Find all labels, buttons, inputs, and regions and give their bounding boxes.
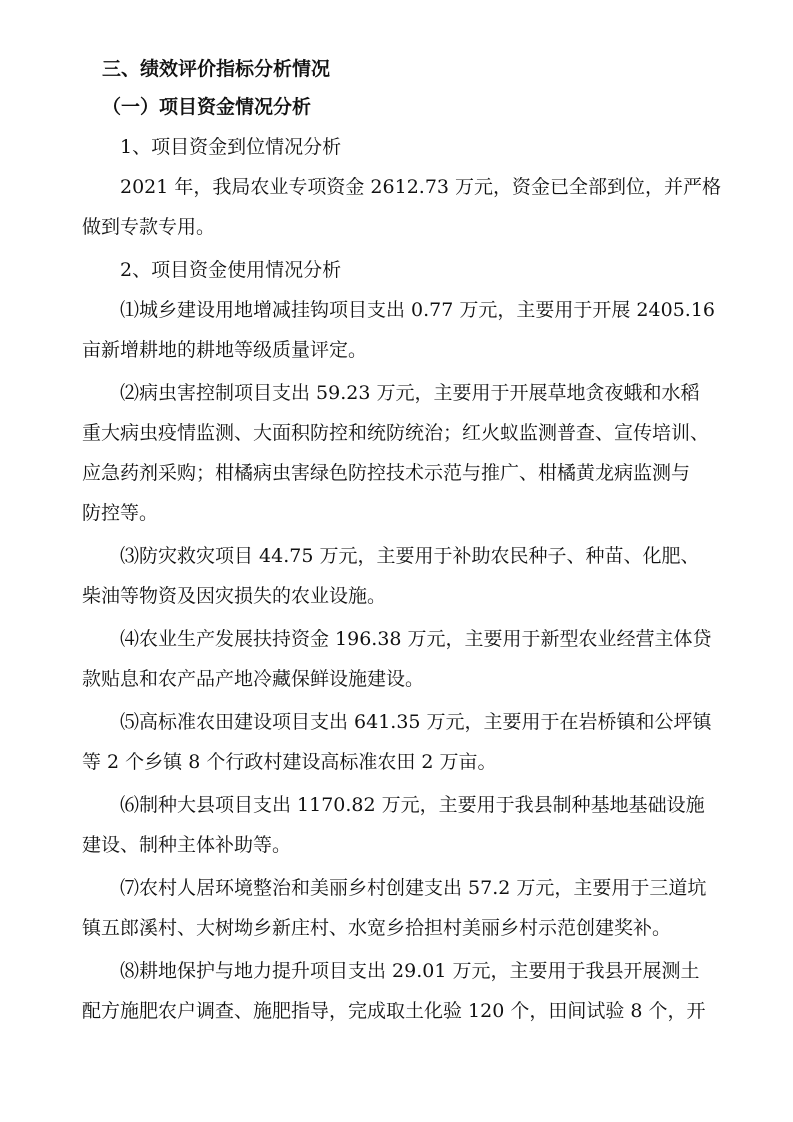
paragraph-line: ⑻耕地保护与地力提升项目支出 29.01 万元，主要用于我县开展测土 <box>120 960 700 982</box>
paragraph-line: 2021 年，我局农业专项资金 2612.73 万元，资金已全部到位，并严格 <box>120 176 722 198</box>
paragraph-line: 等 2 个乡镇 8 个行政村建设高标准农田 2 万亩。 <box>82 751 497 773</box>
paragraph-line: ⑷农业生产发展扶持资金 196.38 万元，主要用于新型农业经营主体贷 <box>120 628 712 650</box>
item2-title: 2、项目资金使用情况分析 <box>120 259 342 281</box>
paragraph-line: 建设、制种主体补助等。 <box>82 834 292 856</box>
paragraph-line: 亩新增耕地的耕地等级质量评定。 <box>82 339 368 361</box>
paragraph-funds-arrival <box>82 174 733 240</box>
item1-title: 1、项目资金到位情况分析 <box>120 136 342 158</box>
paragraph-line: 重大病虫疫情监测、大面积防控和统防统治；红火蚁监测普查、宣传培训、 <box>82 422 710 444</box>
section-title: 三、绩效评价指标分析情况 <box>102 58 331 80</box>
paragraph-line: ⑵病虫害控制项目支出 59.23 万元，主要用于开展草地贪夜蛾和水稻 <box>120 382 700 404</box>
paragraph-item-2 <box>82 380 733 526</box>
paragraph-line: 做到专款专用。 <box>82 216 216 238</box>
paragraph-line: ⑺农村人居环境整治和美丽乡村创建支出 57.2 万元，主要用于三道坑 <box>120 877 707 899</box>
paragraph-line: 防控等。 <box>82 502 159 524</box>
paragraph-line: ⑴城乡建设用地增减挂钩项目支出 0.77 万元，主要用于开展 2405.16 <box>120 299 715 321</box>
paragraph-item-7 <box>82 875 733 941</box>
subsection-title: （一）项目资金情况分析 <box>102 96 312 118</box>
paragraph-item-1 <box>82 297 733 363</box>
paragraph-line: 应急药剂采购；柑橘病虫害绿色防控技术示范与推广、柑橘黄龙病监测与 <box>82 462 691 484</box>
paragraph-item-6 <box>82 792 733 858</box>
paragraph-item-5 <box>82 709 733 775</box>
paragraph-item-8 <box>82 958 733 1024</box>
paragraph-item-4 <box>82 626 733 692</box>
paragraph-line: ⑶防灾救灾项目 44.75 万元，主要用于补助农民种子、种苗、化肥、 <box>120 545 700 567</box>
paragraph-line: 镇五郎溪村、大树坳乡新庄村、水宽乡拾担村美丽乡村示范创建奖补。 <box>82 917 672 939</box>
paragraph-line: ⑹制种大县项目支出 1170.82 万元，主要用于我县制种基地基础设施 <box>120 794 705 816</box>
paragraph-line: 配方施肥农户调查、施肥指导，完成取土化验 120 个，田间试验 8 个，开 <box>82 1000 706 1022</box>
paragraph-line: 款贴息和农产品产地冷藏保鲜设施建设。 <box>82 668 425 690</box>
paragraph-item-3 <box>82 543 733 609</box>
paragraph-line: 柴油等物资及因灾损失的农业设施。 <box>82 585 387 607</box>
paragraph-line: ⑸高标准农田建设项目支出 641.35 万元，主要用于在岩桥镇和公坪镇 <box>120 711 712 733</box>
